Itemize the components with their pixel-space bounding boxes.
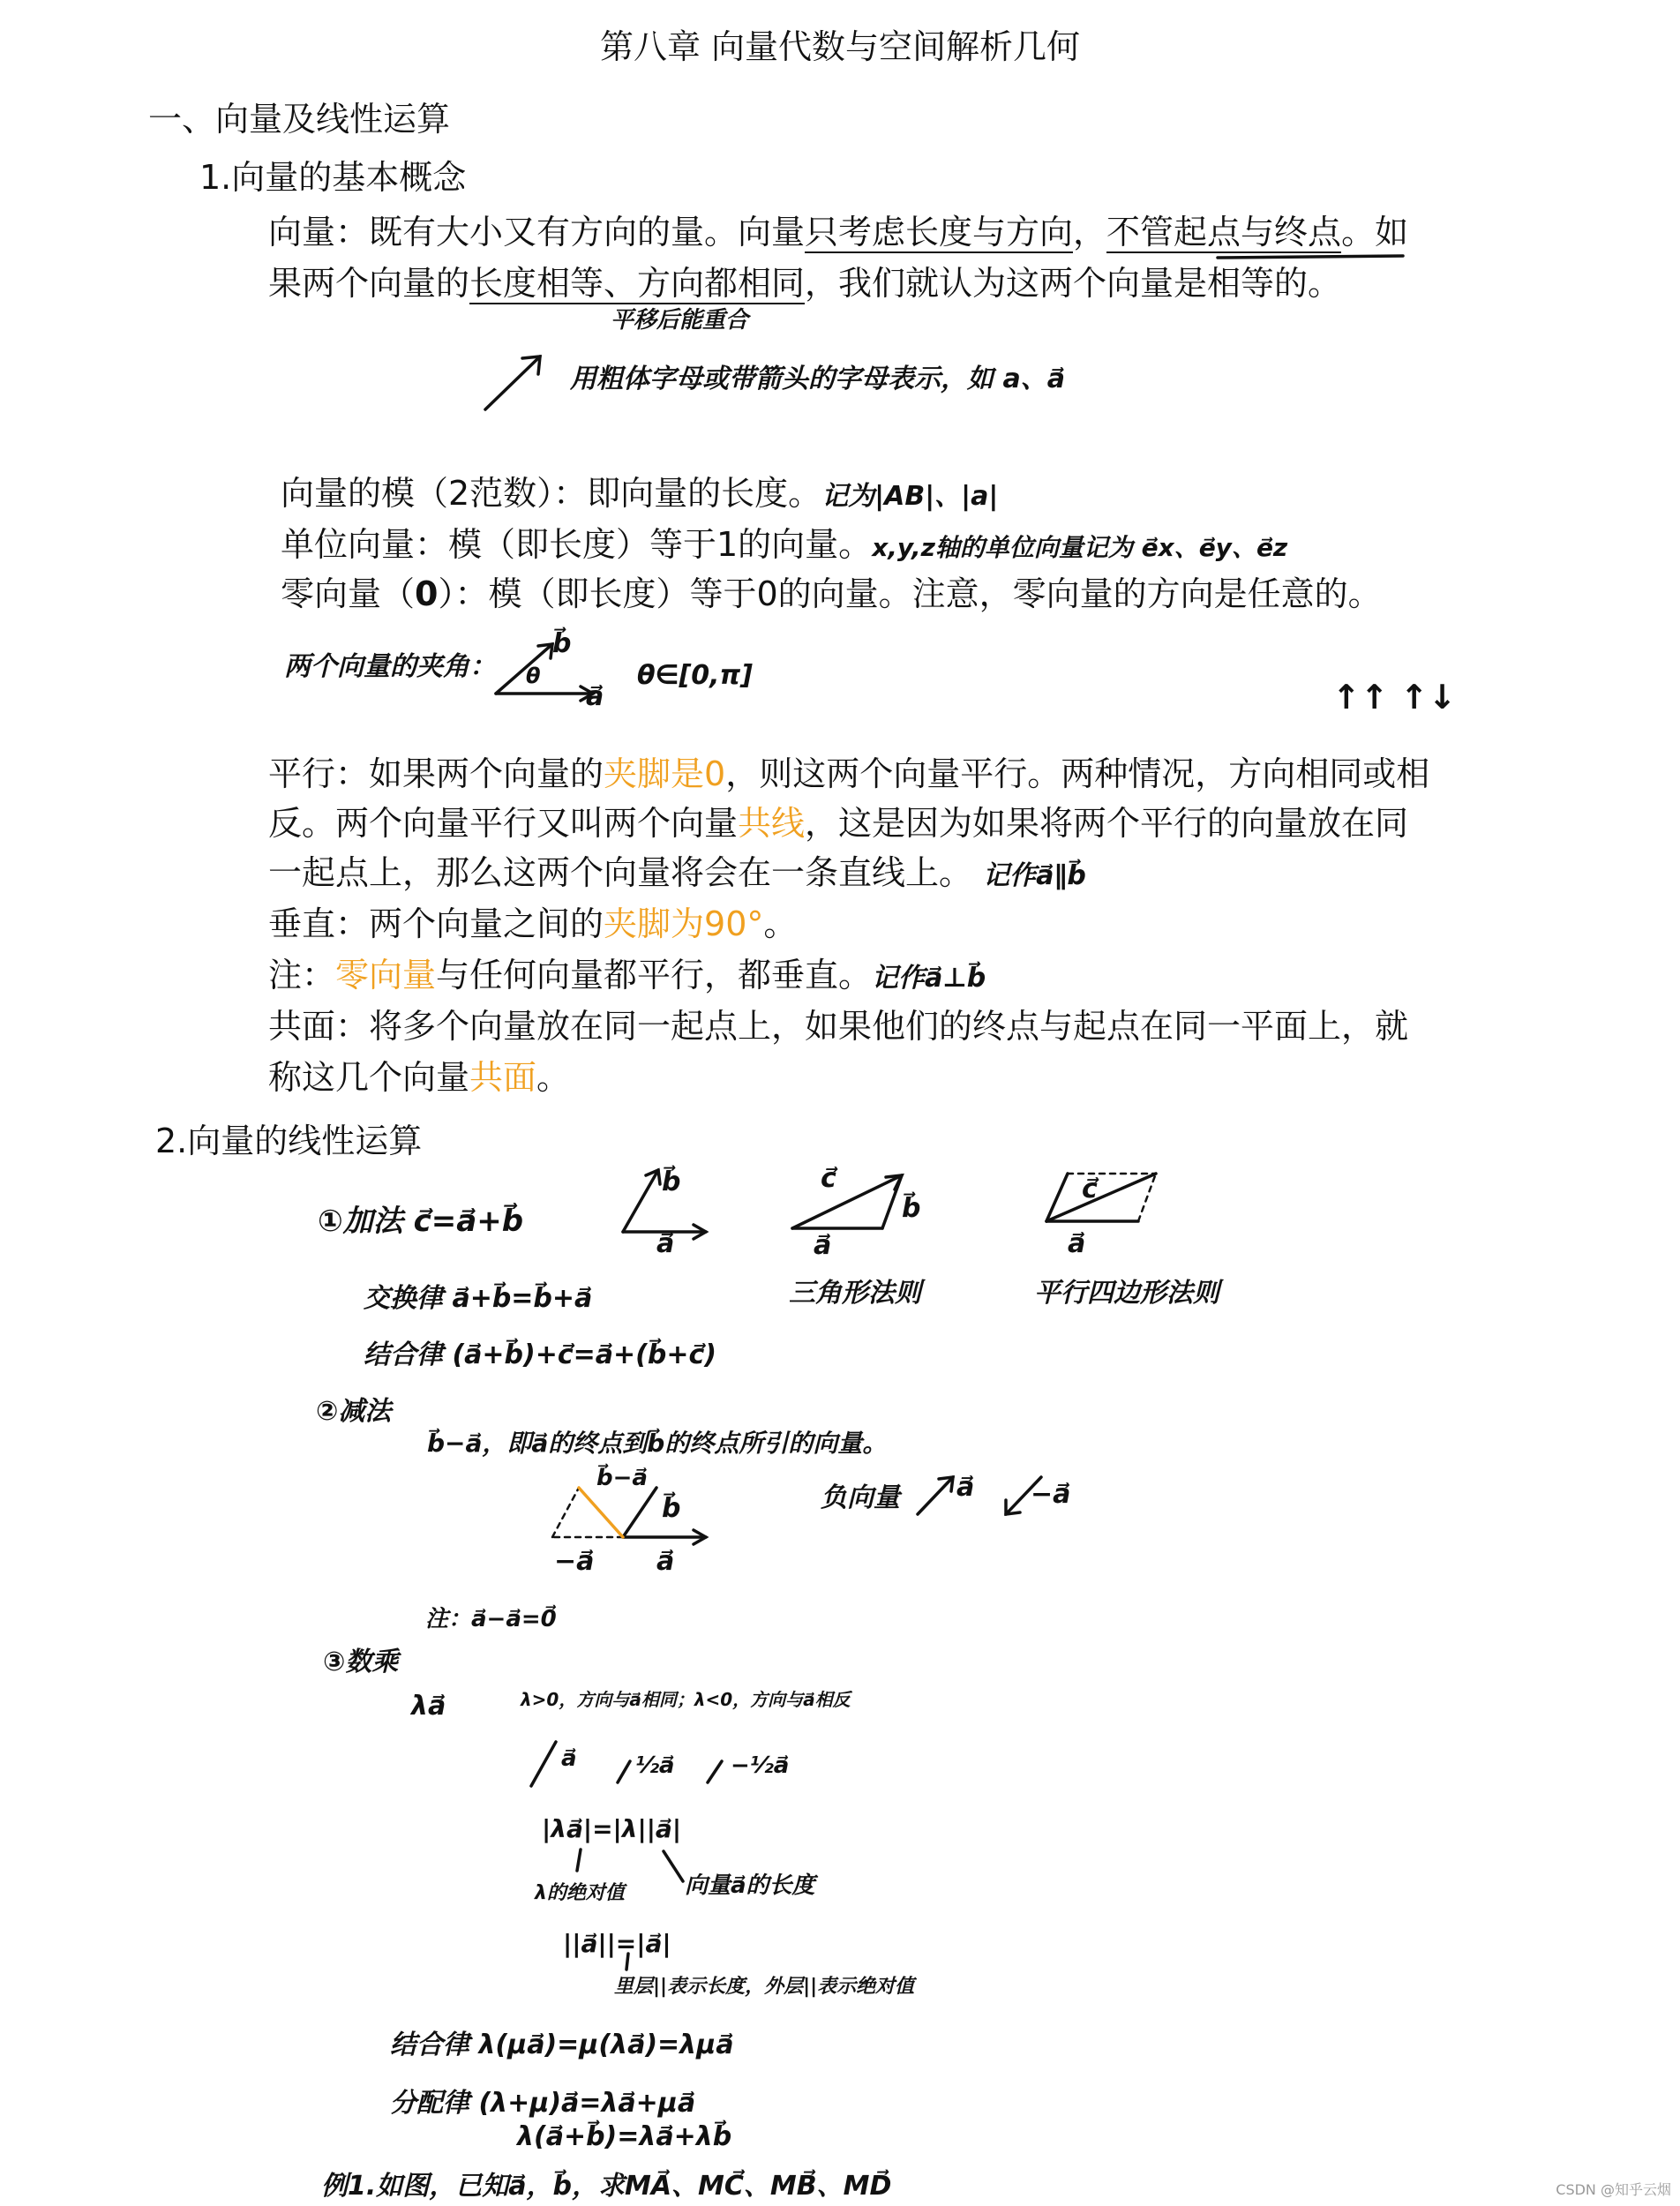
subsection-heading-1: 1.向量的基本概念: [199, 158, 467, 197]
arrow-half-a: [618, 1761, 630, 1782]
lambda-a: λa⃗: [411, 1691, 446, 1722]
add-fig1-b: b⃗: [662, 1167, 681, 1197]
text: 垂直：两个向量之间的: [268, 904, 604, 943]
text: 向量的模（2范数）：即向量的长度。: [281, 474, 822, 513]
add-fig2-a: a⃗: [814, 1230, 832, 1261]
underlined-text: 不管起点与终点: [1106, 213, 1342, 251]
text: 零向量（: [281, 574, 416, 613]
vector-b: [1046, 1174, 1068, 1221]
highlight: 夹脚为90°: [604, 904, 764, 943]
section-heading: 一、向量及线性运算: [148, 100, 451, 139]
handwritten-note: 记作a⃗∥b⃗: [983, 860, 1086, 891]
parallel-line2: [268, 796, 1408, 844]
sub-fig-b-minus-a: b⃗−a⃗: [596, 1465, 648, 1491]
subsection-heading-2: 2.向量的线性运算: [155, 1122, 423, 1160]
parallelogram-rule-label: 平行四边形法则: [1034, 1278, 1219, 1309]
angle-figure: [496, 644, 593, 701]
parallel-line3: [268, 845, 1086, 894]
scalar-fig-a: a⃗: [561, 1745, 577, 1772]
angle-fig-b: b⃗: [552, 628, 572, 659]
scalar-associative-law: 结合律 λ(μa⃗)=μ(λa⃗)=λμa⃗: [390, 2030, 734, 2060]
subtraction-figure: [552, 1488, 706, 1544]
add-fig2-c: c⃗: [821, 1163, 836, 1194]
arrow-a: [918, 1477, 953, 1514]
subtraction-note: 注：a⃗−a⃗=0⃗: [425, 1606, 557, 1632]
text: ，: [1073, 213, 1107, 251]
distributive-law-1: 分配律 (λ+μ)a⃗=λa⃗+μa⃗: [390, 2088, 696, 2119]
text: 。: [763, 904, 798, 943]
underlined-text: 只考虑长度与方向: [805, 213, 1074, 251]
watermark: CSDN @知乎云烟: [1556, 2181, 1671, 2198]
arrowhead: [939, 1477, 953, 1491]
text: 单位向量：模（即长度）等于1的向量。: [281, 525, 873, 564]
neg-vec-a: a⃗: [956, 1472, 975, 1503]
arrowhead: [694, 1530, 706, 1544]
arrowhead: [886, 1175, 902, 1189]
notation-arrow-icon: [485, 356, 540, 409]
zero-vector-note: [268, 948, 986, 996]
subtraction-definition: b⃗−a⃗，即a⃗的终点到b⃗的终点所引的向量。: [427, 1429, 888, 1458]
text: 一起点上，那么这两个向量将会在一条直线上。: [268, 853, 973, 892]
vector-b-minus-a: [579, 1488, 623, 1537]
arrowhead: [522, 356, 540, 374]
length-a-note: 向量a⃗的长度: [685, 1872, 815, 1899]
handwritten-note: 记作a⃗⊥b⃗: [872, 963, 986, 994]
addition-label: ①加法 c⃗=a⃗+b⃗: [318, 1204, 524, 1239]
arrowhead: [538, 644, 552, 658]
parallel-line1: [268, 747, 1429, 795]
norm-note: 里层||表示长度，外层||表示绝对值: [614, 1976, 915, 1998]
angle-range: θ∈[0,π]: [637, 660, 753, 691]
vector-b: [623, 1488, 656, 1537]
text: 平行：如果两个向量的: [268, 754, 604, 793]
text: 。: [536, 1058, 571, 1097]
abs-lambda-note: λ的绝对值: [535, 1882, 625, 1904]
highlight: 夹脚是0: [604, 754, 726, 793]
unit-vector-def: [281, 517, 1287, 566]
angle-fig-a: a⃗: [586, 681, 604, 712]
negative-vector-arrows: [918, 1477, 1041, 1514]
scalar-mult-label: ③数乘: [323, 1647, 399, 1677]
dashed-side: [1138, 1174, 1156, 1221]
text: 注：: [268, 956, 336, 994]
vector-b: [623, 1170, 658, 1232]
norm-equation: ||a⃗||=|a⃗|: [563, 1929, 671, 1958]
scalar-arrows: [531, 1742, 722, 1786]
commutative-law: 交换律 a⃗+b⃗=b⃗+a⃗: [364, 1283, 593, 1314]
vector-def-line2: [268, 256, 1341, 304]
abs-value-equation: |λa⃗|=|λ||a⃗|: [542, 1814, 682, 1843]
angle-fig-theta: θ: [526, 664, 541, 688]
arrow-shaft: [485, 356, 540, 409]
text: 向量：既有大小又有方向的量。向量: [268, 213, 806, 251]
add-fig3-c: c⃗: [1082, 1174, 1098, 1204]
zero-vector-def: [281, 567, 1382, 615]
addition-fig2-triangle: [792, 1175, 902, 1228]
example-1: 例1.如图，已知a⃗，b⃗，求MA⃗、MC⃗、MB⃗、MD⃗: [321, 2171, 892, 2202]
text: ，我们就认为这两个向量是相等的。: [805, 264, 1342, 303]
sub-fig-b: b⃗: [662, 1493, 681, 1524]
note-notation: 用粗体字母或带箭头的字母表示，如 a、a⃗: [570, 364, 1065, 394]
zero-bold: 0: [415, 574, 439, 613]
arrowhead: [646, 1170, 660, 1184]
scalar-direction-rule: λ>0，方向与a⃗相同；λ<0，方向与a⃗相反: [521, 1689, 851, 1710]
add-fig1-a: a⃗: [656, 1228, 675, 1259]
handwritten-note: x,y,z轴的单位向量记为 e⃗x、e⃗y、e⃗z: [872, 533, 1288, 562]
scalar-fig-neg-half-a: −½a⃗: [731, 1752, 790, 1779]
angle-label: 两个向量的夹角：: [284, 651, 496, 682]
addition-fig3-parallelogram: [1046, 1174, 1156, 1221]
pointer: [577, 1850, 581, 1871]
text: 与任何向量都平行，都垂直。: [436, 956, 873, 994]
arrowhead: [1006, 1500, 1020, 1514]
page-title: 第八章 向量代数与空间解析几何: [599, 27, 1081, 66]
arrow-a: [531, 1742, 556, 1786]
perpendicular-def: [268, 897, 797, 945]
triangle-rule-label: 三角形法则: [789, 1278, 921, 1309]
text: 果两个向量的: [268, 264, 470, 303]
arrow-neg-half-a: [708, 1761, 722, 1782]
sub-fig-a: a⃗: [656, 1546, 675, 1577]
text: 反。两个向量平行又叫两个向量: [268, 804, 739, 843]
pointer: [664, 1851, 683, 1881]
coplanar-line2: [268, 1050, 570, 1099]
text: 称这几个向量: [268, 1058, 470, 1097]
text: ，这是因为如果将两个平行的向量放在同: [805, 804, 1409, 843]
text: ，则这两个向量平行。两种情况，方向相同或相: [725, 754, 1430, 793]
underlined-text: 长度相等、方向都相同: [469, 264, 806, 303]
negative-vector-label: 负向量: [821, 1482, 900, 1513]
highlight: 共面: [469, 1058, 537, 1097]
handwritten-note: 记为|AB|、|a|: [821, 481, 999, 512]
vector-def-line1: [268, 205, 1408, 253]
parallel-direction-arrows: ↑↑ ↑↓: [1332, 678, 1457, 717]
note-translate: 平移后能重合: [611, 307, 749, 334]
highlight: 零向量: [335, 956, 437, 994]
arrowhead: [694, 1225, 706, 1239]
vector-b: [496, 644, 552, 694]
add-fig2-b: b⃗: [902, 1193, 921, 1224]
vector-c: [792, 1175, 902, 1228]
neg-vec-neg-a: −a⃗: [1031, 1479, 1071, 1510]
associative-law: 结合律 (a⃗+b⃗)+c⃗=a⃗+(b⃗+c⃗): [364, 1339, 716, 1370]
coplanar-line1: 共面：将多个向量放在同一起点上，如果他们的终点与起点在同一平面上，就: [268, 1007, 1409, 1046]
dashed-side: [552, 1488, 579, 1537]
highlight: 共线: [738, 804, 806, 843]
text: 。如: [1341, 213, 1409, 251]
scalar-fig-half-a: ½a⃗: [635, 1752, 675, 1779]
subtraction-label: ②减法: [316, 1396, 392, 1427]
vector-b: [882, 1175, 902, 1228]
text: ）：模（即长度）等于0的向量。注意，零向量的方向是任意的。: [438, 574, 1382, 613]
modulus-def: [281, 466, 998, 514]
add-fig3-a: a⃗: [1068, 1228, 1086, 1259]
distributive-law-2: λ(a⃗+b⃗)=λa⃗+λb⃗: [517, 2121, 732, 2152]
vector-c: [1046, 1174, 1156, 1221]
sub-fig-neg-a: −a⃗: [554, 1546, 595, 1577]
